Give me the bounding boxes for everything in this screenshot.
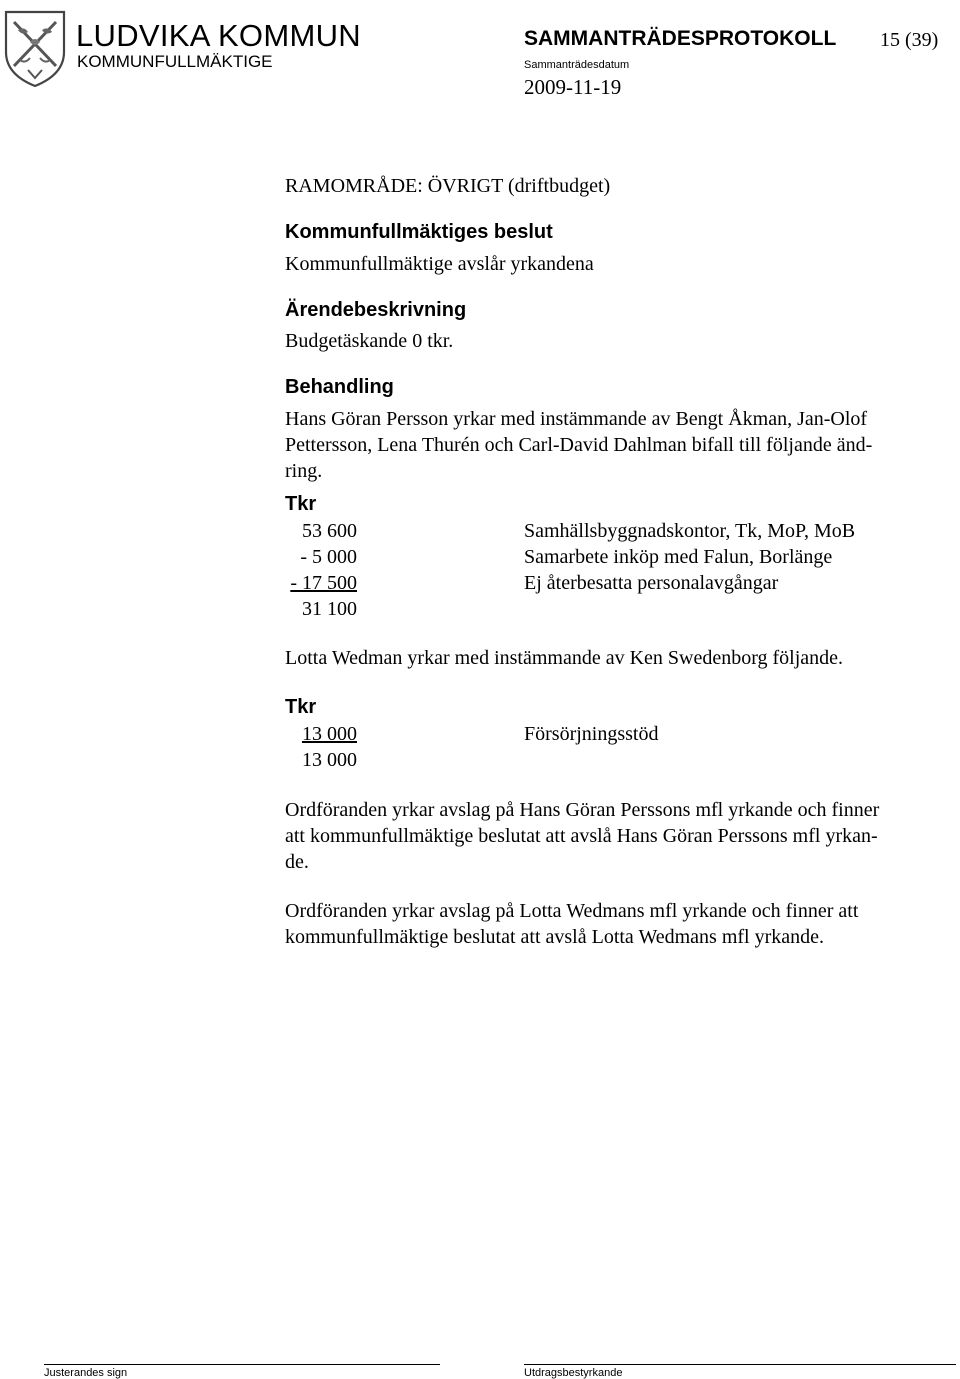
wedman-text: Lotta Wedman yrkar med instämmande av Ken Swedenborg följande.: [285, 647, 844, 669]
ordforanden-paragraph-1-line: att kommunfullmäktige beslutat att avslå Hans Göran Perssons mfl yrkan-: [285, 825, 878, 847]
amount-value: 53 600: [302, 520, 357, 542]
table1-amount: [285, 544, 357, 570]
meeting-date-label: Sammanträdesdatum: [524, 59, 630, 71]
table1-total: [285, 596, 357, 622]
behandling-line: Hans Göran Persson yrkar med instämmande av Bengt Åkman, Jan-Olof: [285, 408, 868, 430]
arende-text: Budgetäskande 0 tkr.: [285, 330, 454, 352]
organization-name: LUDVIKA KOMMUN: [76, 18, 361, 53]
amount-value: - 5 000: [300, 546, 357, 568]
amount-value: 31 100: [302, 598, 357, 620]
behandling-line: Pettersson, Lena Thurén och Carl-David Dahlman bifall till följande änd-: [285, 434, 873, 456]
ordforanden-paragraph-1-line: de.: [285, 851, 309, 873]
behandling-heading: Behandling: [285, 376, 394, 398]
utdragsbestyrkande-label: Utdragsbestyrkande: [524, 1367, 623, 1379]
amount-value: 13 000: [302, 749, 357, 771]
table2-amount: [285, 721, 357, 747]
meeting-date-value: 2009-11-19: [524, 75, 622, 99]
page-number: 15 (39): [880, 29, 939, 51]
ramomrade-line: RAMOMRÅDE: ÖVRIGT (driftbudget): [285, 175, 611, 197]
table1-amount: [285, 518, 357, 544]
behandling-line: ring.: [285, 460, 323, 482]
amount-value: 13 000: [302, 723, 357, 745]
ordforanden-paragraph-2-line: kommunfullmäktige beslutat att avslå Lotta Wedmans mfl yrkande.: [285, 926, 825, 948]
justerandes-sign-label: Justerandes sign: [44, 1367, 128, 1379]
ordforanden-paragraph-1-line: Ordföranden yrkar avslag på Hans Göran Perssons mfl yrkande och finner: [285, 799, 880, 821]
table1-description: Samarbete inköp med Falun, Borlänge: [524, 546, 833, 568]
beslut-text: Kommunfullmäktige avslår yrkandena: [285, 253, 594, 275]
organization-subtitle: KOMMUNFULLMÄKTIGE: [77, 52, 273, 71]
table1-description: Samhällsbyggnadskontor, Tk, MoP, MoB: [524, 520, 856, 542]
arende-heading: Ärendebeskrivning: [285, 299, 467, 321]
beslut-heading: Kommunfullmäktiges beslut: [285, 221, 553, 243]
table1-description: Ej återbesatta personalavgångar: [524, 572, 779, 594]
footer-extract-line: [524, 1364, 956, 1365]
table2-unit-heading: Tkr: [285, 696, 317, 718]
footer-sign-line: [44, 1364, 440, 1365]
ordforanden-paragraph-2-line: Ordföranden yrkar avslag på Lotta Wedmans mfl yrkande och finner att: [285, 900, 859, 922]
municipal-coat-of-arms-logo: [0, 8, 70, 88]
table2-total: [285, 747, 357, 773]
table1-amount: [285, 570, 357, 596]
document-title: SAMMANTRÄDESPROTOKOLL: [524, 27, 837, 50]
table1-unit-heading: Tkr: [285, 493, 317, 515]
amount-value: - 17 500: [290, 572, 357, 594]
table2-description: Försörjningsstöd: [524, 723, 659, 745]
